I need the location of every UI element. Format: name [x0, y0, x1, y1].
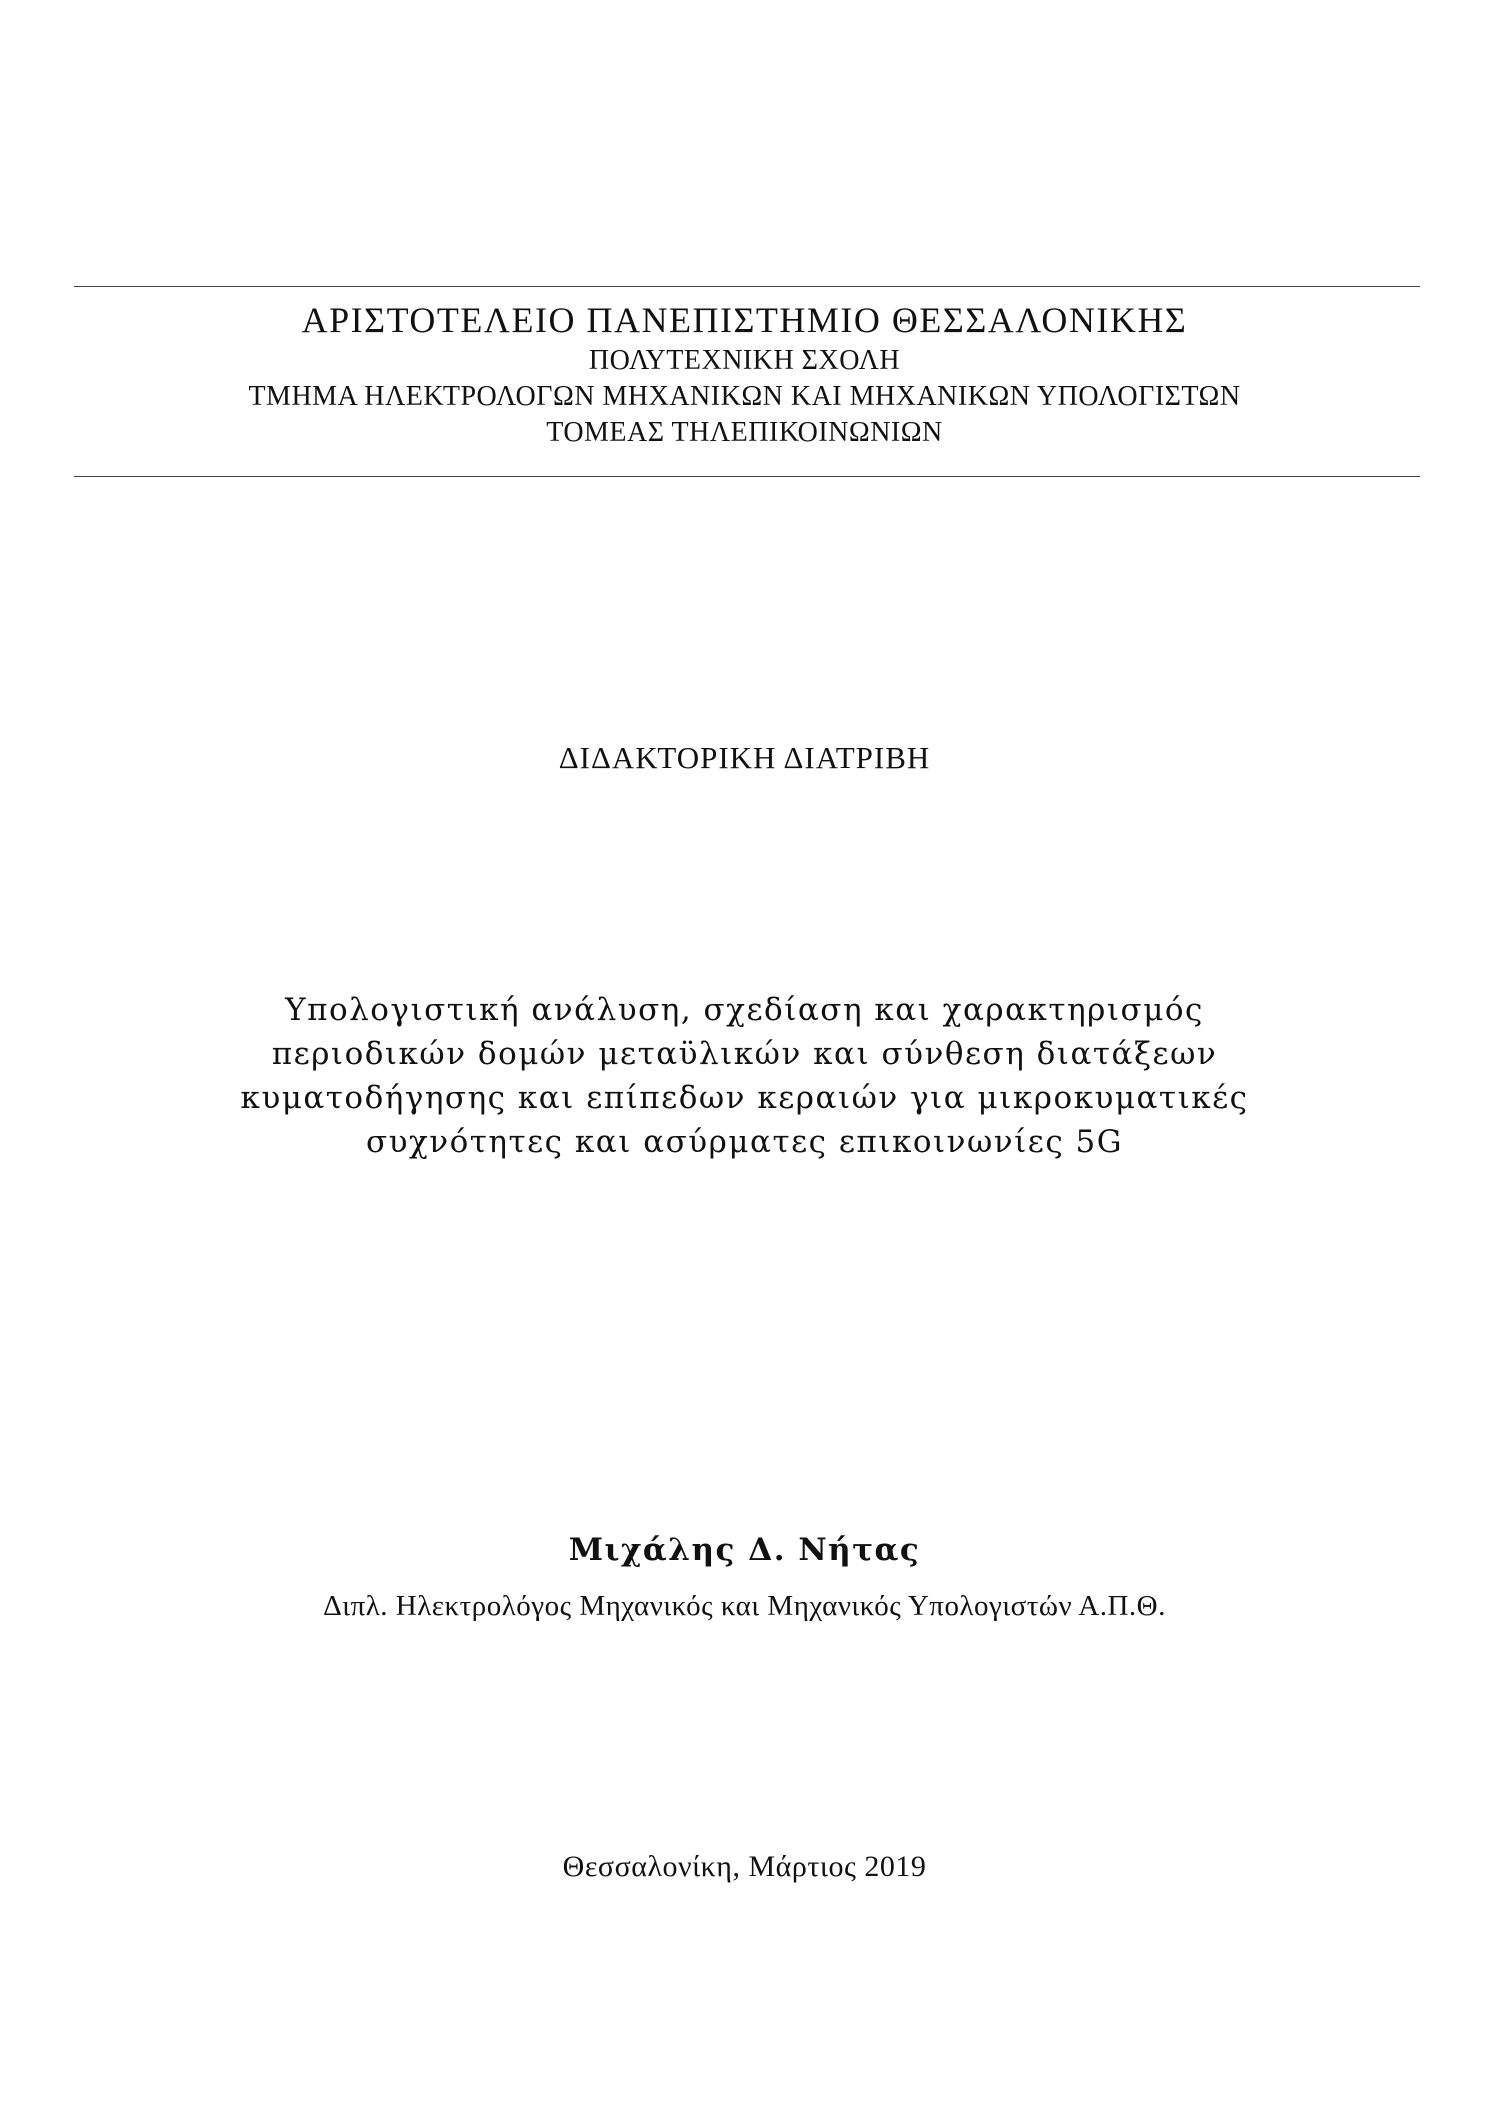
thesis-title-line: Υπολογιστική ανάλυση, σχεδίαση και χαρακτηρισμός	[285, 992, 1204, 1028]
thesis-title-line: κυματοδήγησης και επίπεδων κεραιών για μικροκυματικές	[240, 1080, 1249, 1116]
university-name: ΑΡΙΣΤΟΤΕΛΕΙΟ ΠΑΝΕΠΙΣΤΗΜΙΟ ΘΕΣΣΑΛΟΝΙΚΗΣ	[301, 300, 1188, 340]
author-degree: Διπλ. Ηλεκτρολόγος Μηχανικός και Μηχανικός Υπολογιστών Α.Π.Θ.	[323, 1590, 1166, 1622]
sector-name: ΤΟΜΕΑΣ ΤΗΛΕΠΙΚΟΙΝΩΝΙΩΝ	[546, 417, 943, 448]
school-name: ΠΟΛΥΤΕΧΝΙΚΗ ΣΧΟΛΗ	[588, 345, 901, 376]
place-and-date: Θεσσαλονίκη, Μάρτιος 2019	[562, 1850, 927, 1883]
thesis-title-line: περιοδικών δομών μεταϋλικών και σύνθεση διατάξεων	[271, 1036, 1218, 1072]
bottom-horizontal-rule	[74, 476, 1420, 477]
thesis-title	[0, 988, 1489, 1164]
author-name: Μιχάλης Δ. Νήτας	[568, 1532, 921, 1568]
thesis-title-line: συχνότητες και ασύρματες επικοινωνίες 5G	[365, 1124, 1124, 1160]
department-name: ΤΜΗΜΑ ΗΛΕΚΤΡΟΛΟΓΩΝ ΜΗΧΑΝΙΚΩΝ ΚΑΙ ΜΗΧΑΝΙΚΩΝ ΥΠΟΛΟΓΙΣΤΩΝ	[248, 381, 1241, 412]
top-horizontal-rule	[74, 286, 1420, 287]
document-type: ΔΙΔΑΚΤΟΡΙΚΗ ΔΙΑΤΡΙΒΗ	[558, 740, 931, 775]
